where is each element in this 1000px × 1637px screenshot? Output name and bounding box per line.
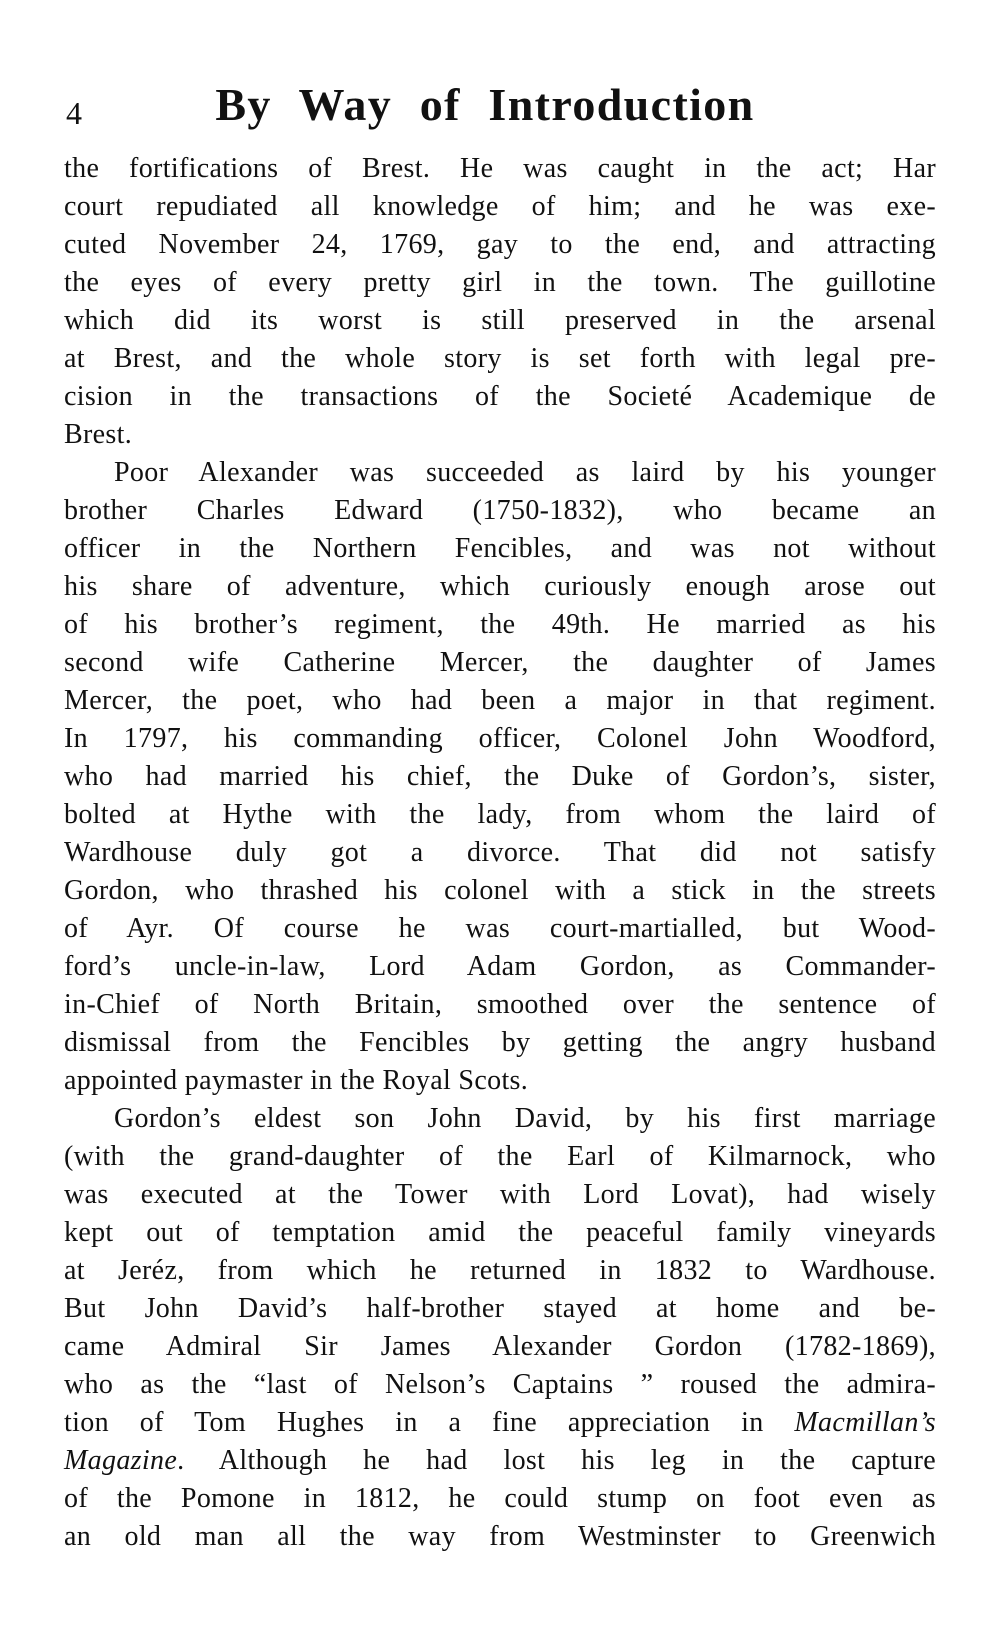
text-line: Poor Alexander was succeeded as laird by his younger xyxy=(114,457,936,488)
text-line: (with the grand-daughter of the Earl of Kilmarnock, who xyxy=(64,1141,936,1172)
text-line: the eyes of every pretty girl in the town. The guillotine xyxy=(64,267,936,298)
text-line: an old man all the way from Westminster to Greenwich xyxy=(64,1521,936,1552)
text-line: Magazine. Although he had lost his leg in the capture xyxy=(64,1445,936,1476)
text-line: was executed at the Tower with Lord Lovat), had wisely xyxy=(64,1179,936,1210)
page-title: By Way of Introduction xyxy=(215,79,755,130)
text-line: Wardhouse duly got a divorce. That did not satisfy xyxy=(64,837,936,868)
text-line: the fortifications of Brest. He was caught in the act; Har xyxy=(64,153,936,184)
text-line: which did its worst is still preserved in the arsenal xyxy=(64,305,936,336)
text-line: Gordon, who thrashed his colonel with a stick in the streets xyxy=(64,875,936,906)
text-line: came Admiral Sir James Alexander Gordon (1782-1869), xyxy=(64,1331,936,1362)
text-line: Brest. xyxy=(64,419,133,450)
text-line: of the Pomone in 1812, he could stump on foot even as xyxy=(64,1483,936,1514)
paragraph xyxy=(64,454,936,1100)
text-line: second wife Catherine Mercer, the daughter of James xyxy=(64,647,936,678)
paragraph xyxy=(64,1100,936,1556)
text-line: who had married his chief, the Duke of Gordon’s, sister, xyxy=(64,761,936,792)
text-line: kept out of temptation amid the peaceful family vineyards xyxy=(64,1217,936,1248)
text-line: appointed paymaster in the Royal Scots. xyxy=(64,1065,529,1096)
text-line: Gordon’s eldest son John David, by his first marriage xyxy=(114,1103,936,1134)
text-line: Mercer, the poet, who had been a major in that regiment. xyxy=(64,685,936,716)
text-line: officer in the Northern Fencibles, and was not without xyxy=(64,533,936,564)
page-number: 4 xyxy=(66,95,83,131)
text-line: court repudiated all knowledge of him; and he was exe- xyxy=(64,191,936,222)
text-line: at Brest, and the whole story is set forth with legal pre- xyxy=(64,343,936,374)
text-line: in-Chief of North Britain, smoothed over the sentence of xyxy=(64,989,936,1020)
text-line: tion of Tom Hughes in a fine appreciation in Macmillan’s xyxy=(64,1407,936,1438)
text-line: bolted at Hythe with the lady, from whom the laird of xyxy=(64,799,936,830)
paragraph xyxy=(64,150,936,454)
text-line: brother Charles Edward (1750-1832), who became an xyxy=(64,495,936,526)
text-line: cuted November 24, 1769, gay to the end, and attracting xyxy=(64,229,936,260)
text-line: In 1797, his commanding officer, Colonel John Woodford, xyxy=(64,723,936,754)
text-block xyxy=(64,150,936,1556)
page-header xyxy=(0,76,1000,134)
text-line: dismissal from the Fencibles by getting the angry husband xyxy=(64,1027,936,1058)
text-line: who as the “last of Nelson’s Captains ” roused the admira- xyxy=(64,1369,936,1400)
text-line: of his brother’s regiment, the 49th. He married as his xyxy=(64,609,936,640)
text-line: of Ayr. Of course he was court-martialled, but Wood- xyxy=(64,913,936,944)
text-line: at Jeréz, from which he returned in 1832 to Wardhouse. xyxy=(64,1255,936,1286)
text-line: his share of adventure, which curiously enough arose out xyxy=(64,571,936,602)
text-line: But John David’s half-brother stayed at home and be- xyxy=(64,1293,936,1324)
text-line: ford’s uncle-in-law, Lord Adam Gordon, as Commander- xyxy=(64,951,936,982)
text-line: cision in the transactions of the Societé Academique de xyxy=(64,381,936,412)
